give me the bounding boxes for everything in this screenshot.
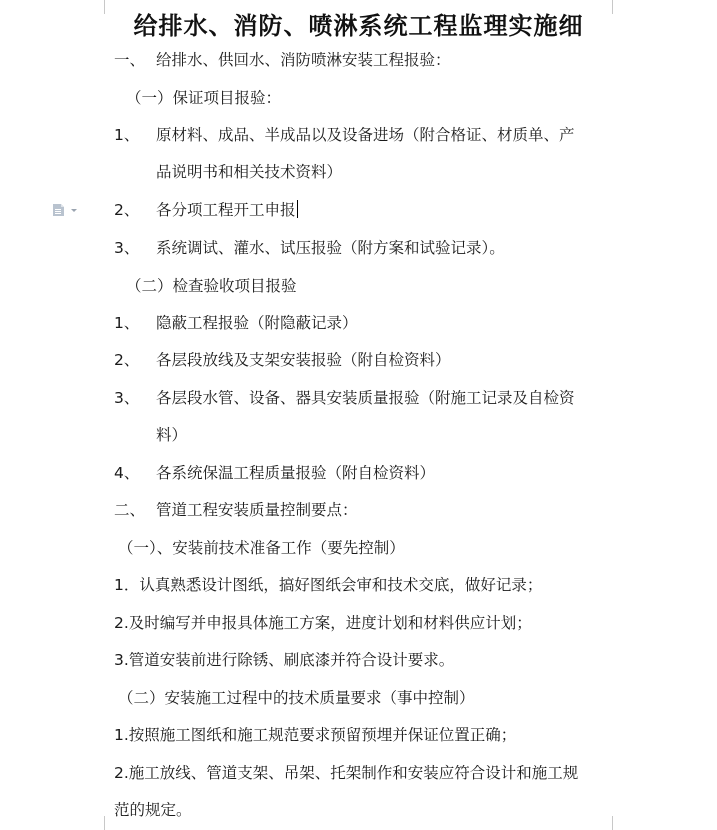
line-text: 各层段水管、设备、器具安装质量报验（附施工记录及自检资 xyxy=(156,389,575,407)
line-text-with-caret[interactable] xyxy=(156,200,298,220)
line-text: 各分项工程开工申报 xyxy=(156,201,296,219)
line-text: 隐蔽工程报验（附隐蔽记录） xyxy=(156,314,358,332)
text-caret xyxy=(297,200,298,218)
paragraph-menu-icon[interactable] xyxy=(50,203,80,217)
line-text: 系统调试、灌水、试压报验（附方案和试验记录）。 xyxy=(156,239,505,257)
line-number: 一、 xyxy=(114,51,146,69)
line-text: （一）、安装前技术准备工作（要先控制） xyxy=(118,539,405,557)
line-text: 范的规定。 xyxy=(114,801,192,819)
line-text: 2.施工放线、管道支架、吊架、托架制作和安装应符合设计和施工规 xyxy=(114,764,579,782)
line-number: 二、 xyxy=(114,501,146,519)
line-text: 1.按照施工图纸和施工规范要求预留预埋并保证位置正确； xyxy=(114,726,517,744)
line-number: 2、 xyxy=(114,201,140,219)
line-text: 原材料、成品、半成品以及设备进场（附合格证、材质单、产 xyxy=(156,126,575,144)
line-text: 1．认真熟悉设计图纸，搞好图纸会审和技术交底，做好记录； xyxy=(114,576,543,594)
line-number: 4、 xyxy=(114,464,140,482)
line-text: 2.及时编写并申报具体施工方案，进度计划和材料供应计划； xyxy=(114,614,532,632)
line-text: （二）安装施工过程中的技术质量要求（事中控制） xyxy=(118,689,475,707)
line-text: 管道工程安装质量控制要点： xyxy=(156,501,358,519)
line-number: 1、 xyxy=(114,314,140,332)
line-number: 3、 xyxy=(114,239,140,257)
crop-mark-bottom-right xyxy=(612,816,627,830)
line-text: （一）保证项目报验： xyxy=(126,89,282,107)
line-number: 1、 xyxy=(114,126,140,144)
line-number: 2、 xyxy=(114,351,140,369)
line-text: 各系统保温工程质量报验（附自检资料） xyxy=(156,464,436,482)
line-text: 给排水、供回水、消防喷淋安装工程报验： xyxy=(156,51,451,69)
line-text: 3.管道安装前进行除锈、刷底漆并符合设计要求。 xyxy=(114,651,455,669)
line-text: 料） xyxy=(156,426,188,444)
document-title: 给排水、消防、喷淋系统工程监理实施细 xyxy=(133,11,584,40)
line-number: 3、 xyxy=(114,389,140,407)
crop-mark-bottom-left xyxy=(90,816,105,830)
line-text: （二）检查验收项目报验 xyxy=(126,277,297,295)
line-text: 各层段放线及支架安装报验（附自检资料） xyxy=(156,351,451,369)
line-text: 品说明书和相关技术资料） xyxy=(156,163,343,181)
